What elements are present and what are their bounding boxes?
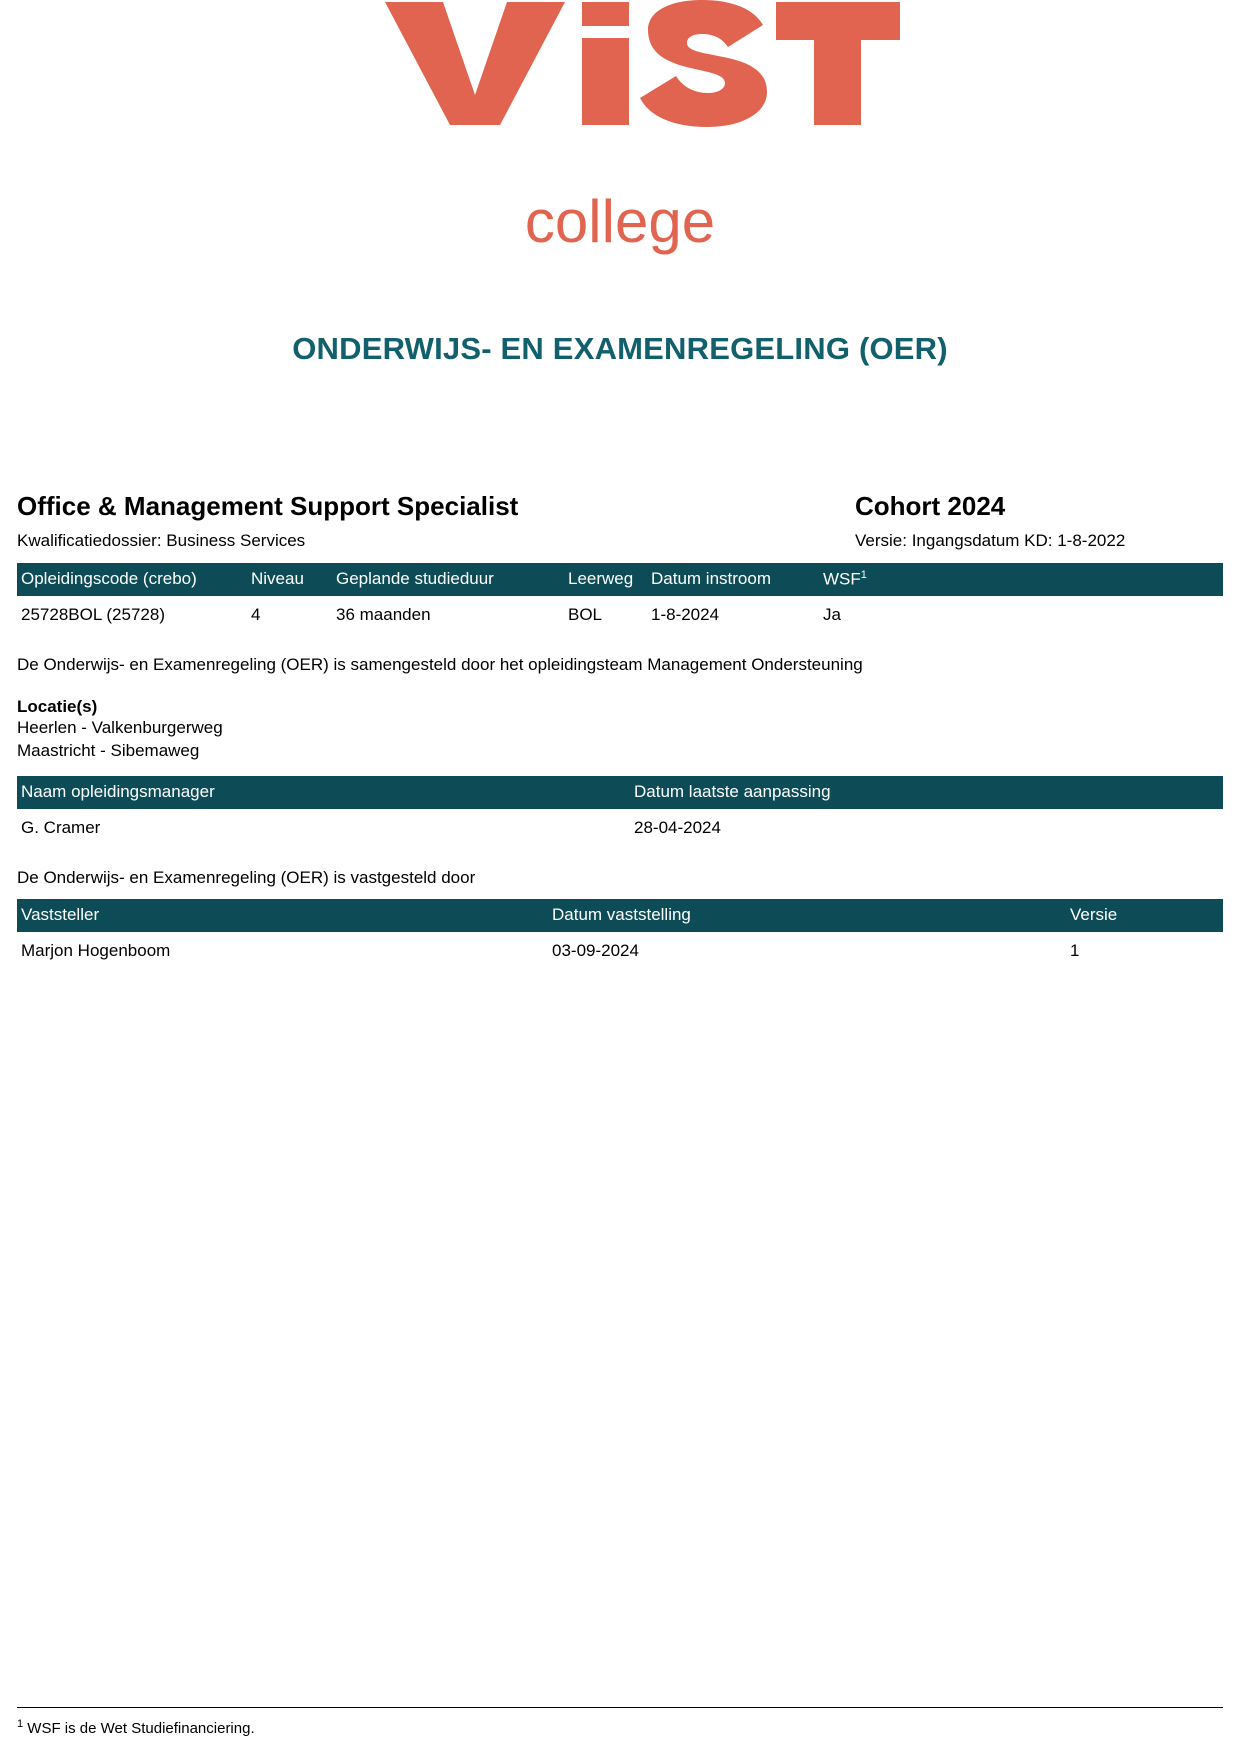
footnote-area (0, 1707, 1240, 1737)
location-item: Heerlen - Valkenburgerweg (17, 718, 223, 738)
adoption-table (17, 899, 1223, 969)
column-header-version: Versie (1066, 899, 1223, 932)
column-header-adopter: Vaststeller (17, 899, 548, 932)
cell-wsf: Ja (823, 605, 841, 625)
footnote-text: WSF is de Wet Studiefinanciering. (27, 1720, 255, 1737)
column-header-pathway: Leerweg (564, 563, 647, 597)
table-row (17, 932, 1223, 969)
footnote-marker-wsf: 1 (860, 568, 867, 581)
cell-duration: 36 maanden (336, 605, 431, 625)
locations-label: Locatie(s) (17, 697, 98, 717)
table-row (17, 596, 1223, 633)
program-heading-left (17, 492, 855, 521)
location-item: Maastricht - Sibemaweg (17, 740, 200, 760)
table-header-row (17, 899, 1223, 932)
column-header-wsf-text: WSF (823, 569, 861, 589)
logo-subtext-graphic (17, 188, 1223, 263)
logo-subtext: college (524, 188, 716, 255)
program-heading-right (855, 492, 1223, 521)
footnote-marker: 1 (17, 1718, 24, 1730)
page-title: ONDERWIJS- EN EXAMENREGELING (OER) (292, 331, 948, 366)
program-subheading-row (17, 531, 1223, 551)
column-header-duration: Geplande studieduur (332, 563, 564, 597)
logo-graphic (380, 0, 900, 190)
table-header-row (17, 563, 1223, 597)
cell-start-date: 1-8-2024 (651, 605, 720, 625)
cell-manager-name: G. Cramer (21, 818, 101, 838)
column-header-last-modified: Datum laatste aanpassing (630, 776, 1223, 809)
footnote-divider (17, 1707, 1223, 1708)
column-header-wsf (819, 563, 1223, 597)
column-header-manager: Naam opleidingsmanager (17, 776, 630, 809)
program-heading-row (17, 492, 1223, 521)
version-info-label: Versie: Ingangsdatum KD: 1-8-2022 (855, 530, 1126, 550)
vista-college-logo (17, 0, 1223, 263)
adopted-by-text: De Onderwijs- en Examenregeling (OER) is vastgesteld door (17, 868, 476, 888)
column-header-level: Niveau (247, 563, 332, 597)
program-title: Office & Management Support Specialist (17, 491, 519, 521)
column-header-start-date: Datum instroom (647, 563, 819, 597)
composed-by-text: De Onderwijs- en Examenregeling (OER) is samengesteld door het opleidingsteam Management Ondersteuning (17, 655, 863, 675)
cell-code: 25728BOL (25728) (21, 605, 165, 625)
program-table (17, 563, 1223, 634)
footnote (17, 1718, 1223, 1737)
cell-adoption-date: 03-09-2024 (552, 941, 639, 961)
cell-last-modified-date: 28-04-2024 (634, 818, 721, 838)
table-row (17, 809, 1223, 846)
qualification-file-label: Kwalificatiedossier: Business Services (17, 530, 306, 550)
cell-adopter-name: Marjon Hogenboom (21, 941, 171, 961)
cell-version: 1 (1070, 941, 1080, 961)
cohort-label: Cohort 2024 (855, 491, 1006, 521)
column-header-code: Opleidingscode (crebo) (17, 563, 247, 597)
cell-pathway: BOL (568, 605, 603, 625)
column-header-adoption-date: Datum vaststelling (548, 899, 1066, 932)
manager-table (17, 776, 1223, 846)
table-header-row (17, 776, 1223, 809)
cell-level: 4 (251, 605, 261, 625)
